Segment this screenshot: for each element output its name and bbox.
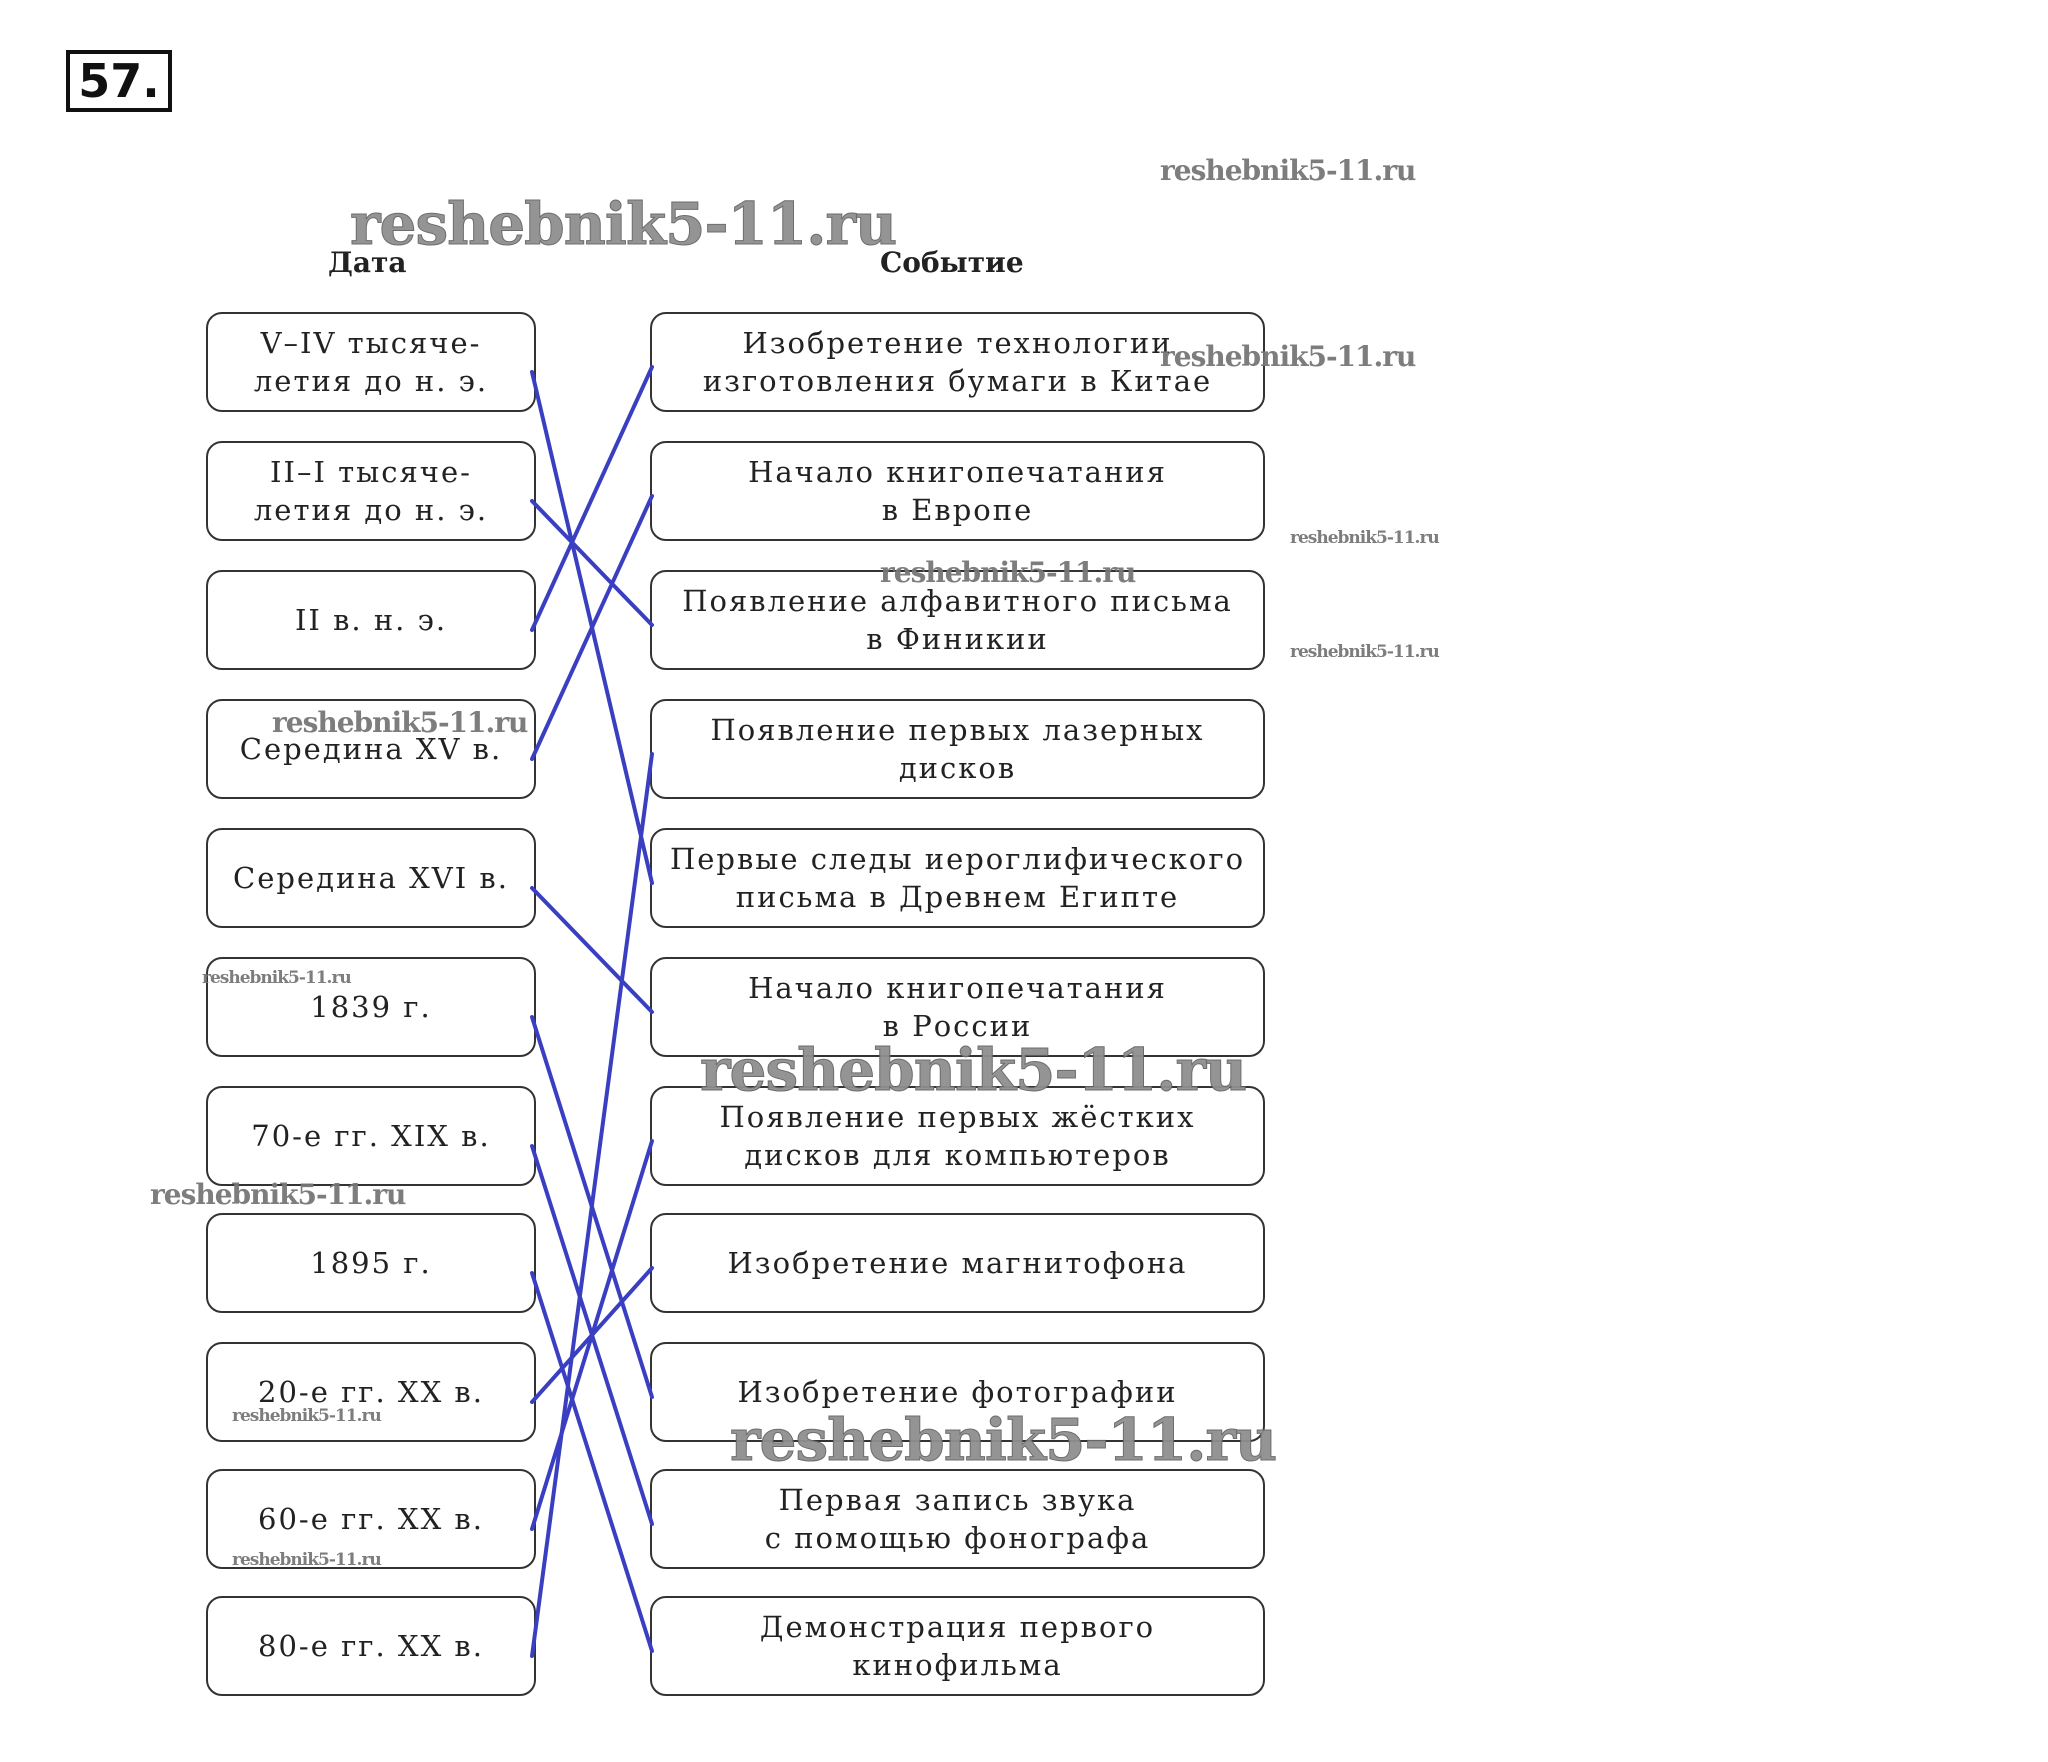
date-column-header: Дата (328, 246, 407, 279)
match-line (532, 1273, 652, 1651)
watermark: reshebnik5-11.ru (1160, 340, 1416, 373)
watermark: reshebnik5-11.ru (700, 1036, 1247, 1104)
watermark: reshebnik5-11.ru (150, 1178, 406, 1211)
watermark: reshebnik5-11.ru (1160, 154, 1416, 187)
match-line (532, 1268, 652, 1402)
watermark: reshebnik5-11.ru (350, 190, 897, 258)
watermark: reshebnik5-11.ru (202, 968, 351, 988)
event-box[interactable]: Появление алфавитного письма в Финикии (650, 570, 1265, 670)
date-box[interactable]: II–I тысяче- летия до н. э. (206, 441, 536, 541)
date-box[interactable]: 20-е гг. XX в. (206, 1342, 536, 1442)
task-number: 57. (66, 50, 172, 112)
date-box[interactable]: 1895 г. (206, 1213, 536, 1313)
match-line (532, 372, 652, 883)
event-box[interactable]: Изобретение технологии изготовления бумаги в Китае (650, 312, 1265, 412)
match-line (532, 754, 652, 1656)
match-line (532, 1141, 652, 1529)
watermark: reshebnik5-11.ru (1290, 528, 1439, 548)
date-box[interactable]: II в. н. э. (206, 570, 536, 670)
event-column-header: Событие (880, 246, 1024, 279)
event-box[interactable]: Появление первых лазерных дисков (650, 699, 1265, 799)
date-box[interactable]: 70-е гг. XIX в. (206, 1086, 536, 1186)
watermark: reshebnik5-11.ru (1290, 642, 1439, 662)
event-box[interactable]: Первая запись звука с помощью фонографа (650, 1469, 1265, 1569)
event-box[interactable]: Начало книгопечатания в Европе (650, 441, 1265, 541)
event-box[interactable]: Начало книгопечатания в России (650, 957, 1265, 1057)
date-box[interactable]: 1839 г. (206, 957, 536, 1057)
watermark: reshebnik5-11.ru (232, 1550, 381, 1570)
match-line (532, 1146, 652, 1524)
date-box[interactable]: V–IV тысяче- летия до н. э. (206, 312, 536, 412)
match-line (532, 496, 652, 759)
event-box[interactable]: Изобретение магнитофона (650, 1213, 1265, 1313)
watermark: reshebnik5-11.ru (272, 706, 528, 739)
watermark: reshebnik5-11.ru (232, 1406, 381, 1426)
date-box[interactable]: 60-е гг. XX в. (206, 1469, 536, 1569)
watermark: reshebnik5-11.ru (880, 556, 1136, 589)
match-line (532, 888, 652, 1012)
match-line (532, 367, 652, 630)
event-box[interactable]: Изобретение фотографии (650, 1342, 1265, 1442)
date-box[interactable]: Середина XV в. (206, 699, 536, 799)
event-box[interactable]: Появление первых жёстких дисков для компьютеров (650, 1086, 1265, 1186)
date-box[interactable]: 80-е гг. XX в. (206, 1596, 536, 1696)
watermark: reshebnik5-11.ru (730, 1406, 1277, 1474)
match-line (532, 1017, 652, 1397)
event-box[interactable]: Демонстрация первого кинофильма (650, 1596, 1265, 1696)
event-box[interactable]: Первые следы иероглифического письма в Древнем Египте (650, 828, 1265, 928)
date-box[interactable]: Середина XVI в. (206, 828, 536, 928)
match-line (532, 501, 652, 625)
